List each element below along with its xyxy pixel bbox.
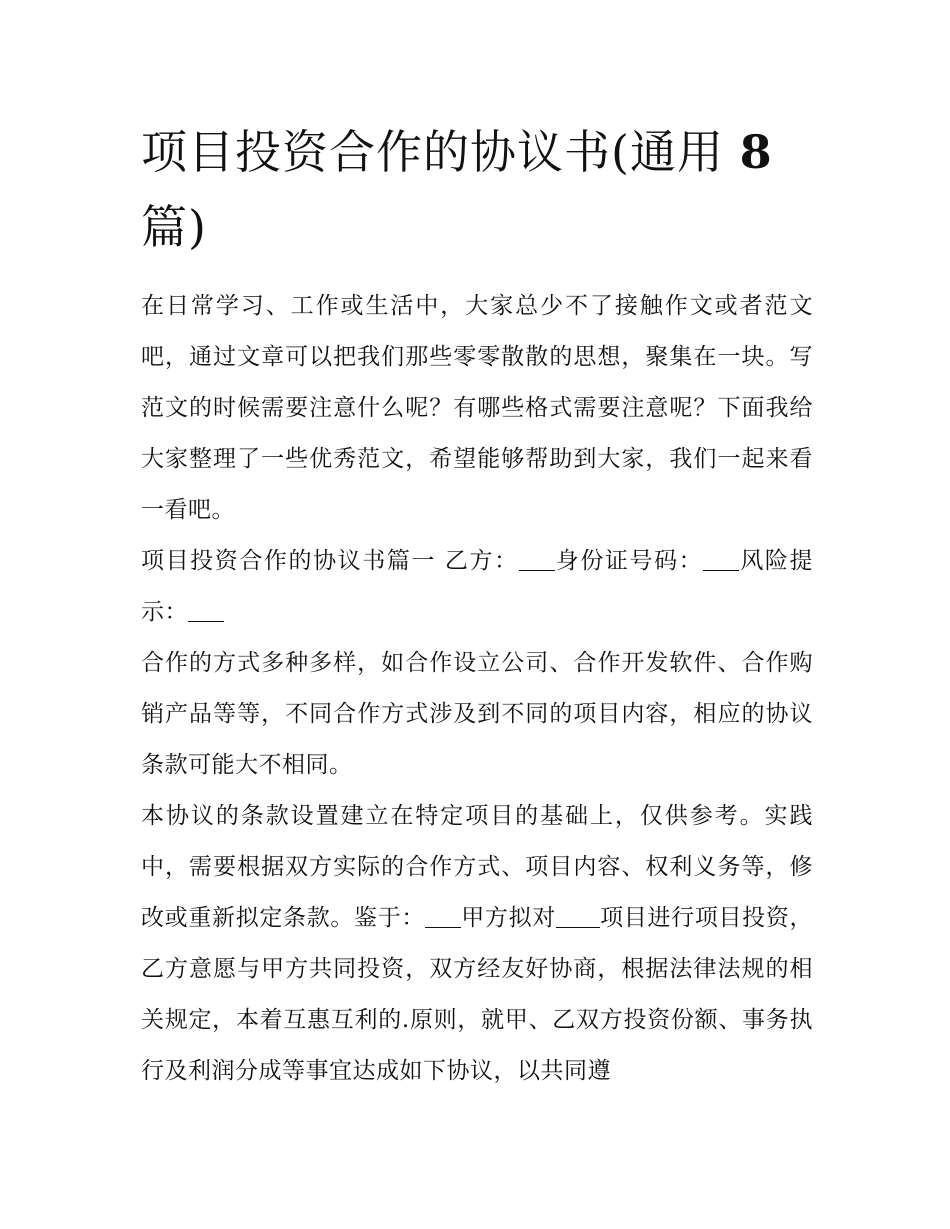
terms-part-three: 项目进行项目投资，乙方意愿与甲方共同投资，双方经友好协商，根据法律法规的相关规定，本着互惠互利的.原则，就甲、乙双方投资份额、事务执行及利润分成等事宜达成如下协议，以共同遵 (141, 905, 814, 1084)
document-body (141, 115, 813, 1097)
title-text: 项目投资合作的协议书(通用 (141, 125, 724, 179)
terms-paragraph (141, 791, 813, 1097)
terms-part-one: 本协议的条款设置建立在特定项目的基础上，仅供参考。实践中，需要根据双方实际的合作方式、项目内容、权利义务等，修改或重新拟定条款。鉴于： (141, 803, 813, 931)
blank-line (703, 546, 739, 571)
blank-line (519, 546, 555, 571)
risk-label: 风险提示： (141, 548, 814, 625)
blank-line (188, 597, 224, 622)
title-end: 篇) (141, 200, 207, 254)
title-number: 8 (739, 125, 773, 179)
section-one-lead: 项目投资合作的协议书篇一 乙方： (141, 548, 519, 574)
blank-line (556, 903, 600, 928)
document-title (141, 115, 813, 265)
terms-part-two: 甲方拟对 (461, 905, 556, 931)
cooperation-paragraph: 合作的方式多种多样，如合作设立公司、合作开发软件、合作购销产品等等，不同合作方式涉及到不同的项目内容，相应的协议条款可能大不相同。 (141, 650, 813, 778)
section-one-paragraph (141, 536, 813, 638)
id-number-label: 身份证号码： (554, 548, 704, 574)
blank-line (425, 903, 461, 928)
intro-paragraph: 在日常学习、工作或生活中，大家总少不了接触作文或者范文吧，通过文章可以把我们那些零零散散的思想，聚集在一块。写范文的时候需要注意什么呢？有哪些格式需要注意呢？下面我给大家整理了一些优秀范文，希望能够帮助到大家，我们一起来看一看吧。 (141, 293, 813, 523)
